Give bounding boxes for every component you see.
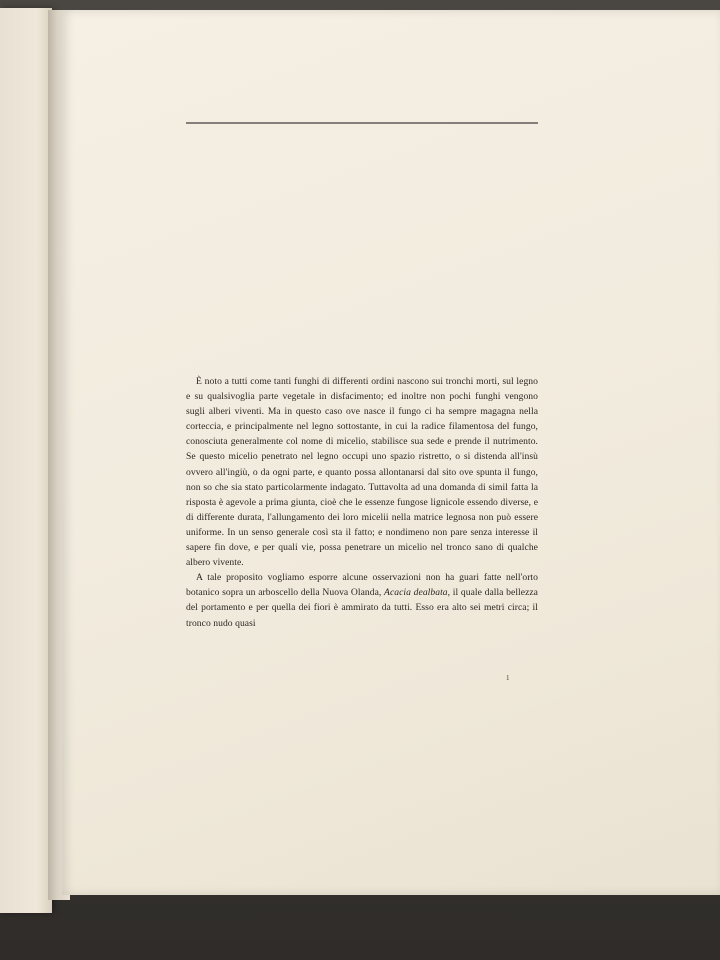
left-page-edge [0,8,52,913]
paragraph-text: , il quale dalla bellezza del portamento e per quella dei fiori è ammirato da tutti. Esso era alto sei metri circa; il tronco nudo quasi [186,587,538,629]
header-rule [186,122,538,124]
body-text [186,374,538,631]
page-mark: 1 [506,674,510,682]
paragraph: È noto a tutti come tanti funghi di differenti ordini nascono sui tronchi morti, sul legno e su qualsivoglia parte vegetale in disfacimento; ed inoltre non pochi funghi vengono sugli alberi viventi. Ma in questo caso ove nasce il fungo ci ha sempre magagna nella corteccia, e principalmente nel legno sottostante, in cui la radice filamentosa del fungo, conosciuta generalmente col nome di micelio, stabilisce sua sede e prende il nutrimento. Se questo micelio penetrato nel legno occupi uno spazio ristretto, o si distenda all'insù ovvero all'ingiù, o da ogni parte, e quanto possa allontanarsi dal sito ove spunta il fungo, non so che sia stato particolarmente indagato. Tuttavolta ad una domanda di simil fatta la risposta è agevole a prima giunta, cioè che le essenze fungose lignicole essendo diverse, e di differente durata, l'allungamento dei loro micelii nella matrice legnosa non può essere uniforme. In un senso generale così sta il fatto; e nondimeno non pare senza interesse il sapere fin dove, e per quali vie, possa penetrare un micelio nel tronco sano di qualche albero vivente. [186,376,538,569]
document-page [62,10,720,895]
paragraph-text: A tale proposito vogliamo esporre alcune osservazioni non ha guari fatte nell'orto botanico sopra un arboscello della Nuova Olanda, [186,572,538,599]
paragraph [186,570,538,630]
species-name: Acacia dealbata [384,587,448,599]
